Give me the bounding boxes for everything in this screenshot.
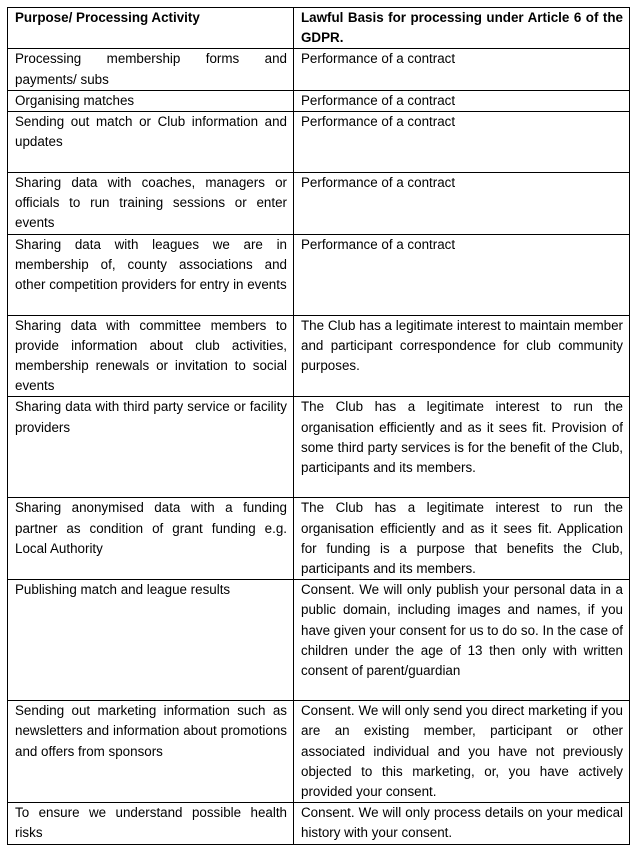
purpose-cell: Sharing anonymised data with a funding partner as condition of grant funding e.g. Local Authority bbox=[8, 498, 294, 580]
table-row bbox=[8, 49, 630, 90]
table-header-row bbox=[8, 8, 630, 49]
basis-cell: Performance of a contract bbox=[294, 173, 630, 235]
purpose-cell: Sending out match or Club information and updates bbox=[8, 112, 294, 173]
table-row bbox=[8, 112, 630, 173]
purpose-cell: Sending out marketing information such as newsletters and information about promotions and offers from sponsors bbox=[8, 701, 294, 803]
basis-cell: Consent. We will only send you direct marketing if you are an existing member, participant or other associated individual and you have not previously objected to this marketing, or, you have actively provided your consent. bbox=[294, 701, 630, 803]
basis-cell: Performance of a contract bbox=[294, 49, 630, 90]
basis-cell: The Club has a legitimate interest to run the organisation efficiently and as it sees fit. Provision of some third party services is for the benefit of the Club, participants and its members. bbox=[294, 397, 630, 498]
purpose-cell: Processing membership forms and payments/ subs bbox=[8, 49, 294, 90]
table-row bbox=[8, 90, 630, 111]
table-row bbox=[8, 580, 630, 701]
purpose-cell: Sharing data with committee members to provide information about club activities, membership renewals or invitation to social events bbox=[8, 315, 294, 397]
table-row bbox=[8, 701, 630, 803]
basis-cell: Consent. We will only publish your personal data in a public domain, including images and names, if you have given your consent for us to do so. In the case of children under the age of 13 then only with written consent of parent/guardian bbox=[294, 580, 630, 701]
basis-cell: The Club has a legitimate interest to run the organisation efficiently and as it sees fit. Application for funding is a purpose that benefits the Club, participants and its members. bbox=[294, 498, 630, 580]
header-lawful-basis: Lawful Basis for processing under Article 6 of the GDPR. bbox=[294, 8, 630, 49]
purpose-cell: Organising matches bbox=[8, 90, 294, 111]
basis-cell: Consent. We will only process details on your medical history with your consent. bbox=[294, 803, 630, 844]
purpose-cell: Sharing data with leagues we are in membership of, county associations and other competition providers for entry in events bbox=[8, 234, 294, 315]
table-row bbox=[8, 234, 630, 315]
basis-cell: The Club has a legitimate interest to maintain member and participant correspondence for club community purposes. bbox=[294, 315, 630, 397]
table-row bbox=[8, 173, 630, 235]
lawful-basis-table bbox=[7, 7, 630, 845]
basis-cell: Performance of a contract bbox=[294, 112, 630, 173]
table-row bbox=[8, 803, 630, 844]
table-row bbox=[8, 498, 630, 580]
header-purpose: Purpose/ Processing Activity bbox=[8, 8, 294, 49]
table-row bbox=[8, 315, 630, 397]
basis-cell: Performance of a contract bbox=[294, 234, 630, 315]
table-row bbox=[8, 397, 630, 498]
purpose-cell: Sharing data with third party service or facility providers bbox=[8, 397, 294, 498]
basis-cell: Performance of a contract bbox=[294, 90, 630, 111]
purpose-cell: To ensure we understand possible health risks bbox=[8, 803, 294, 844]
purpose-cell: Sharing data with coaches, managers or officials to run training sessions or enter events bbox=[8, 173, 294, 235]
purpose-cell: Publishing match and league results bbox=[8, 580, 294, 701]
